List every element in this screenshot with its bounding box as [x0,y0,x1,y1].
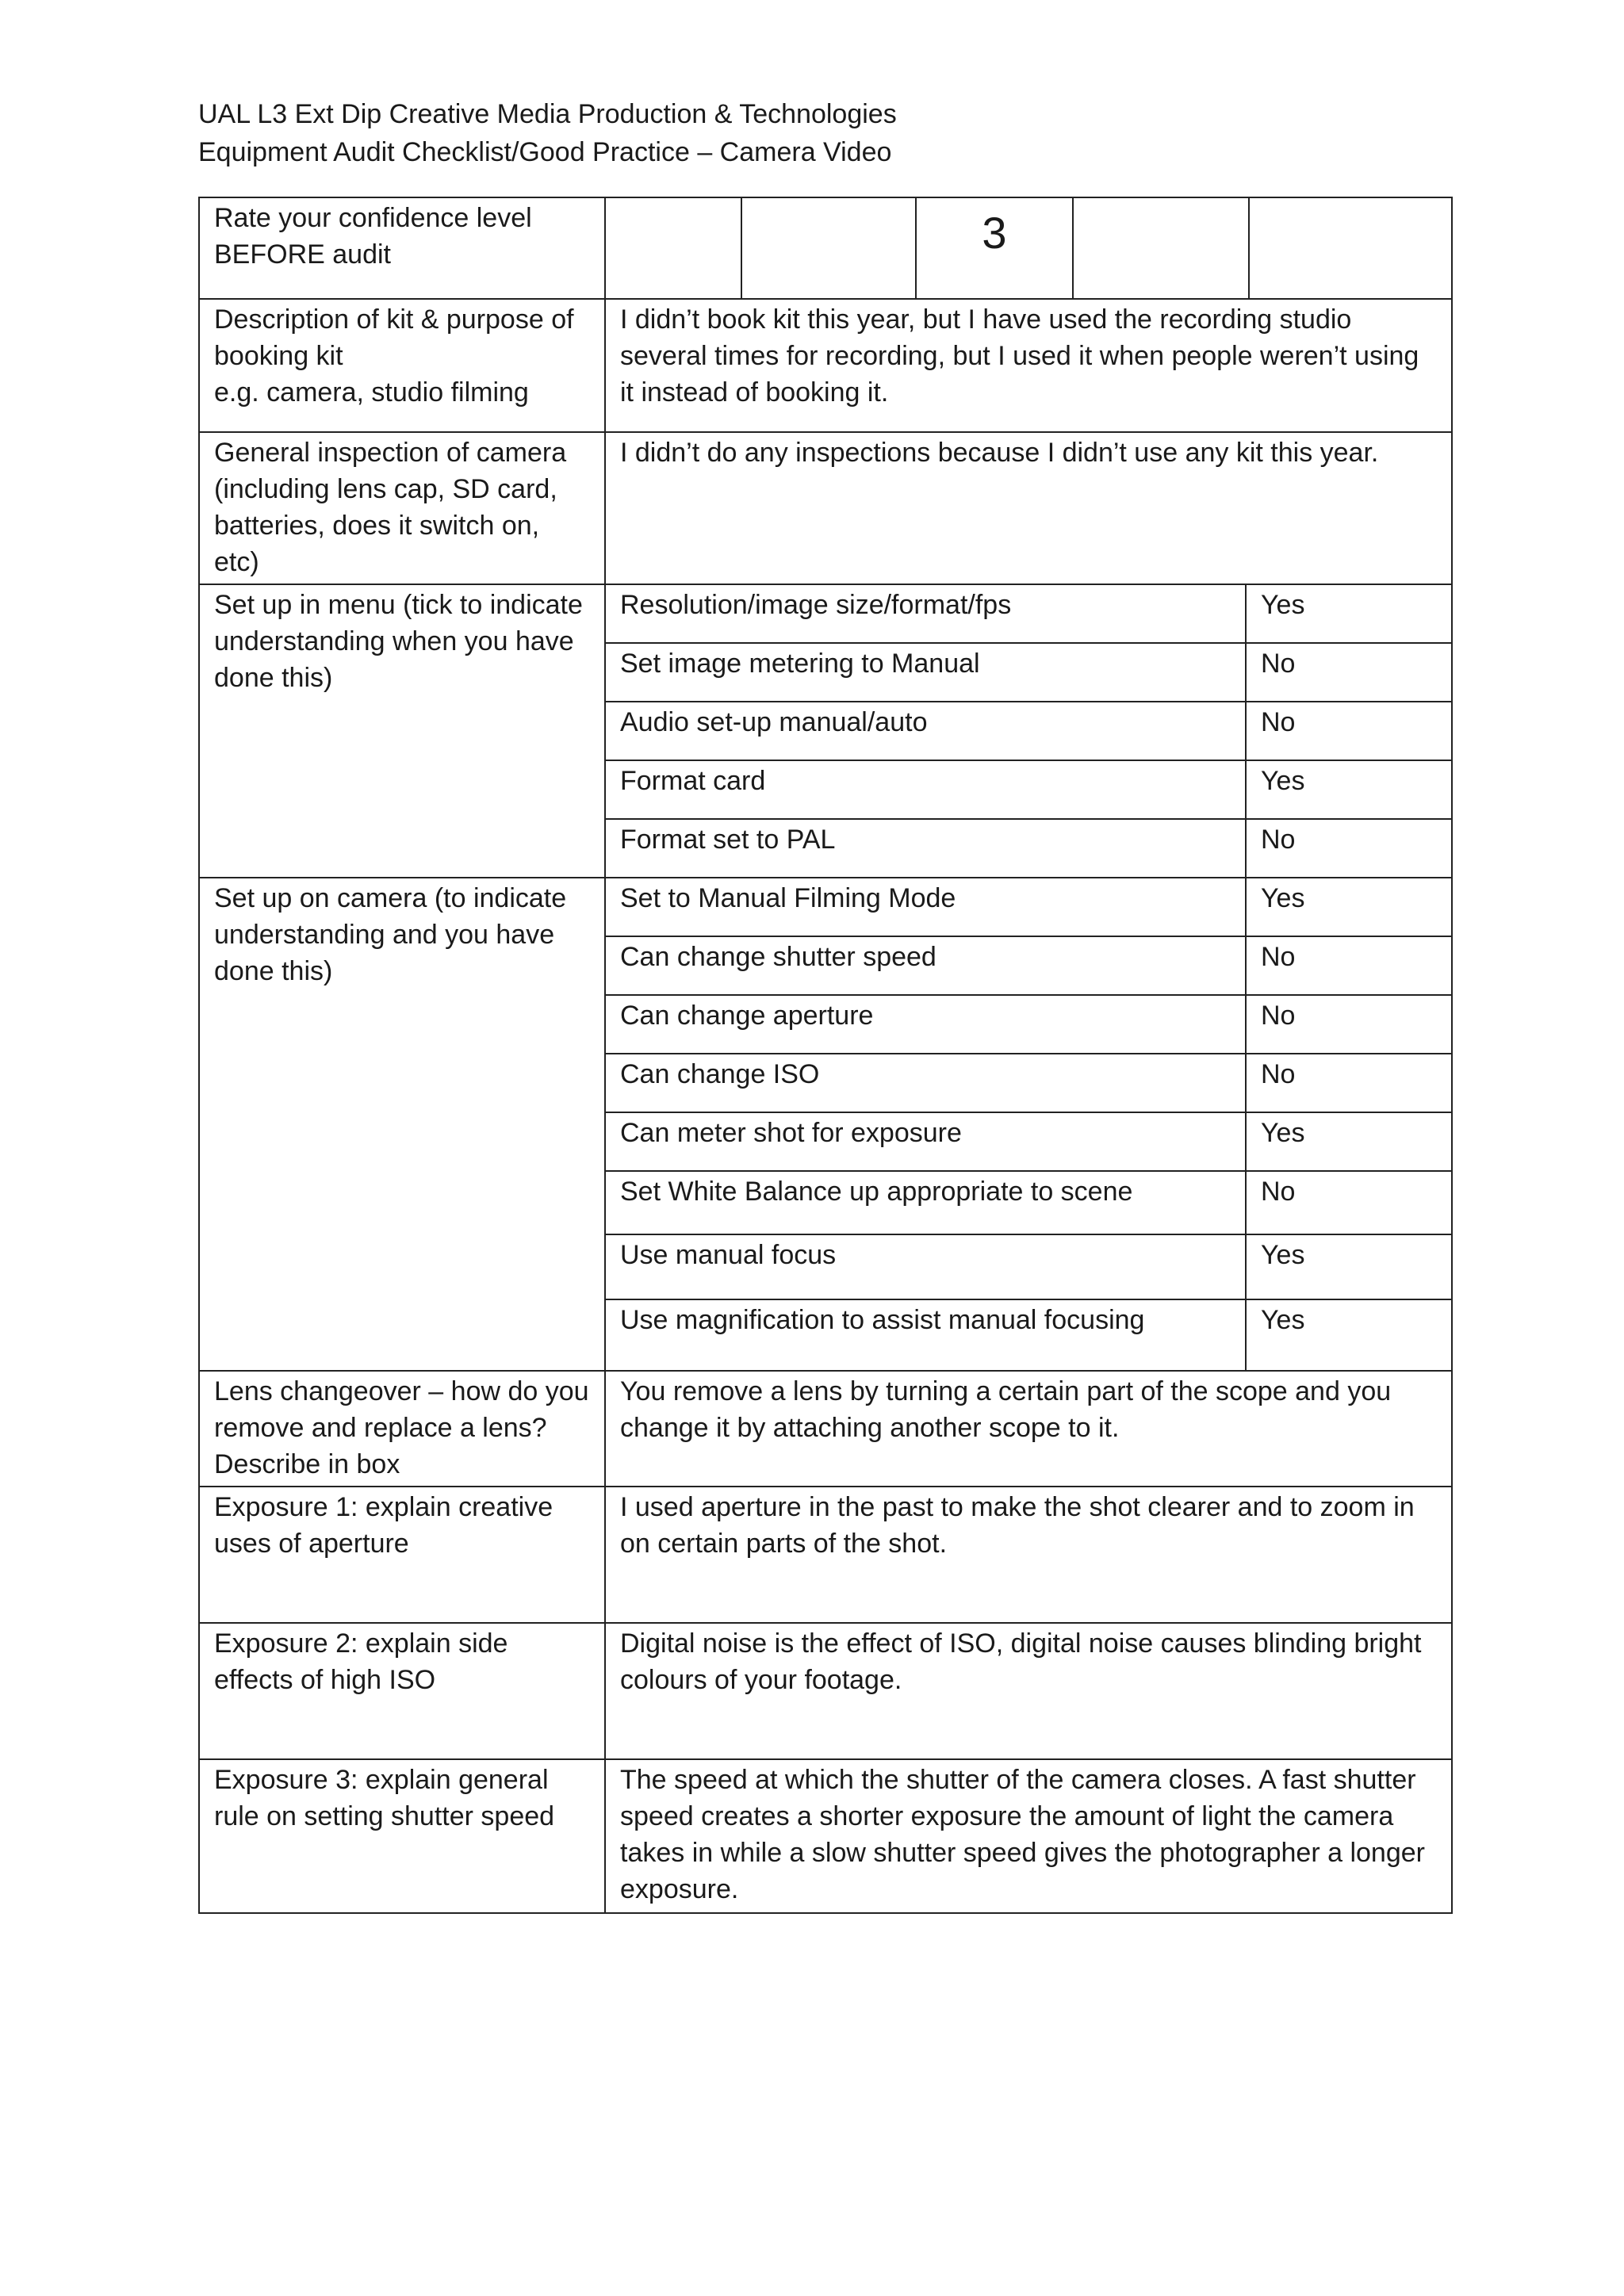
confidence-row [198,197,1453,300]
exposure3-label: Exposure 3: explain general rule on setting shutter speed [199,1759,605,1913]
inspection-label: General inspection of camera (including lens cap, SD card, batteries, does it switch on, etc) [199,432,605,584]
camera-task-status[interactable]: No [1246,1171,1452,1234]
confidence-cell-5[interactable] [1249,197,1452,299]
confidence-cell-4[interactable] [1073,197,1249,299]
exposure1-label: Exposure 1: explain creative uses of aperture [199,1487,605,1623]
camera-task-status[interactable]: No [1246,936,1452,995]
exposure2-answer[interactable]: Digital noise is the effect of ISO, digital noise causes blinding bright colours of your footage. [605,1623,1452,1759]
camera-task: Can change aperture [605,995,1246,1054]
exposure3-answer[interactable]: The speed at which the shutter of the camera closes. A fast shutter speed creates a shorter exposure the amount of light the camera takes in while a slow shutter speed gives the photographer a longer exposure. [605,1759,1452,1913]
camera-task-status[interactable]: Yes [1246,1112,1452,1171]
exposure2-label: Exposure 2: explain side effects of high ISO [199,1623,605,1759]
menu-task: Format set to PAL [605,819,1246,878]
menu-task: Resolution/image size/format/fps [605,584,1246,643]
exposure1-answer[interactable]: I used aperture in the past to make the shot clearer and to zoom in on certain parts of the shot. [605,1487,1452,1623]
lens-label: Lens changeover – how do you remove and replace a lens? Describe in box [199,1371,605,1487]
camera-task: Can change shutter speed [605,936,1246,995]
description-label-line: e.g. camera, studio filming [214,377,529,408]
description-row [199,299,1452,432]
description-label-line: booking kit [214,341,343,371]
camera-task-status[interactable]: No [1246,1054,1452,1112]
menu-task-status[interactable]: No [1246,643,1452,702]
exposure3-row [199,1759,1452,1913]
camera-task-status[interactable]: No [1246,995,1452,1054]
confidence-cell-2[interactable] [741,197,916,299]
camera-task: Use manual focus [605,1234,1246,1299]
lens-row [199,1371,1452,1487]
audit-table [198,298,1453,1914]
camera-task: Use magnification to assist manual focusing [605,1299,1246,1371]
description-answer[interactable]: I didn’t book kit this year, but I have used the recording studio several times for recording, but I used it when people weren’t using it instead of booking it. [605,299,1452,432]
audit-checklist [198,197,1451,1914]
menu-setup-row [199,584,1452,643]
camera-task: Can meter shot for exposure [605,1112,1246,1171]
menu-task-status[interactable]: Yes [1246,760,1452,819]
menu-task-status[interactable]: No [1246,702,1452,760]
lens-answer[interactable]: You remove a lens by turning a certain part of the scope and you change it by attaching another scope to it. [605,1371,1452,1487]
camera-setup-label: Set up on camera (to indicate understanding and you have done this) [199,878,605,1371]
confidence-cell-3[interactable]: 3 [916,197,1073,299]
confidence-label: Rate your confidence level BEFORE audit [199,197,605,299]
menu-task: Set image metering to Manual [605,643,1246,702]
exposure2-row [199,1623,1452,1759]
menu-task: Format card [605,760,1246,819]
camera-task: Set to Manual Filming Mode [605,878,1246,936]
camera-task-status[interactable]: Yes [1246,1299,1452,1371]
menu-task: Audio set-up manual/auto [605,702,1246,760]
course-title: UAL L3 Ext Dip Creative Media Production & Technologies [198,99,897,129]
camera-task-status[interactable]: Yes [1246,878,1452,936]
menu-task-status[interactable]: No [1246,819,1452,878]
camera-setup-row [199,878,1452,936]
camera-task: Can change ISO [605,1054,1246,1112]
camera-task-status[interactable]: Yes [1246,1234,1452,1299]
description-label-line: Description of kit & purpose of [214,304,574,335]
menu-task-status[interactable]: Yes [1246,584,1452,643]
camera-task: Set White Balance up appropriate to scene [605,1171,1246,1234]
inspection-row [199,432,1452,584]
inspection-answer[interactable]: I didn’t do any inspections because I didn’t use any kit this year. [605,432,1452,584]
description-label [199,299,605,432]
checklist-title: Equipment Audit Checklist/Good Practice – Camera Video [198,137,892,167]
menu-setup-label: Set up in menu (tick to indicate understanding when you have done this) [199,584,605,878]
exposure1-row [199,1487,1452,1623]
document-header [198,95,897,171]
confidence-cell-1[interactable] [605,197,741,299]
